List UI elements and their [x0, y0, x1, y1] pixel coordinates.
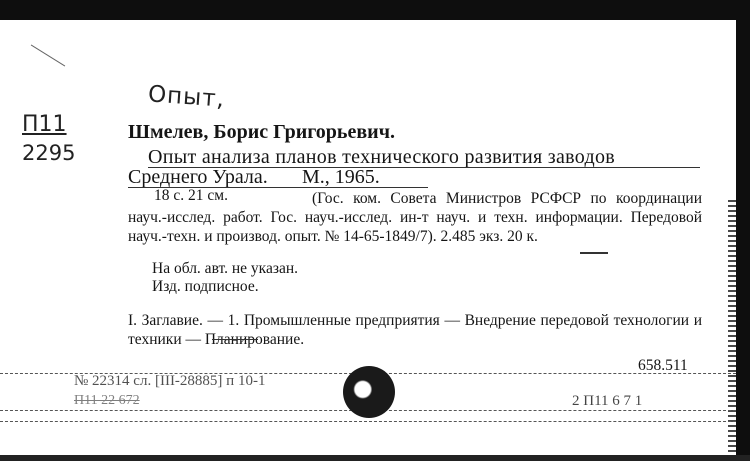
card-series-note: (Гос. ком. Совета Министров РСФСР по координации науч.-исслед. работ. Гос. науч.-исслед. ин-т науч. и техн. информации. Передовой науч.-техн. и производ. опыт. № 14-65-1849/7). 2.485 экз. 20 к. — [128, 190, 702, 245]
pencil-mark — [212, 339, 258, 340]
card-title-cont: Среднего Урала. — [128, 166, 268, 188]
accession-number-2: П11 22 672 — [74, 393, 140, 408]
scan-border-bottom — [0, 455, 750, 461]
punch-hole — [343, 366, 395, 418]
card-code: 2 П11 6 7 1 — [572, 393, 643, 409]
accession-number: № 22314 сл. [III-28885] п 10-1 — [74, 373, 266, 389]
card-note: Изд. подписное. — [152, 278, 259, 295]
pencil-mark — [580, 252, 608, 254]
card-udc: 658.511 — [638, 357, 688, 374]
card-title: Опыт анализа планов технического развития заводов — [148, 146, 615, 168]
card-tracings: I. Заглавие. — 1. Промышленные предприятия — Внедрение передовой технологии и техники — Планирование. — [128, 312, 702, 348]
scan-border-right — [736, 0, 750, 461]
handwritten-heading: Опыт, — [147, 81, 226, 113]
card-imprint: М., 1965. — [302, 166, 380, 188]
card-collation: 18 с. 21 см. — [154, 187, 228, 204]
scan-border-top — [0, 0, 750, 20]
perforation-line — [0, 421, 736, 422]
card-author: Шмелев, Борис Григорьевич. — [128, 121, 395, 143]
pencil-mark — [31, 44, 65, 66]
card-note: На обл. авт. не указан. — [152, 260, 299, 277]
handwritten-shelfmark-number: 2295 — [22, 141, 76, 165]
handwritten-shelfmark: П11 — [22, 112, 67, 137]
